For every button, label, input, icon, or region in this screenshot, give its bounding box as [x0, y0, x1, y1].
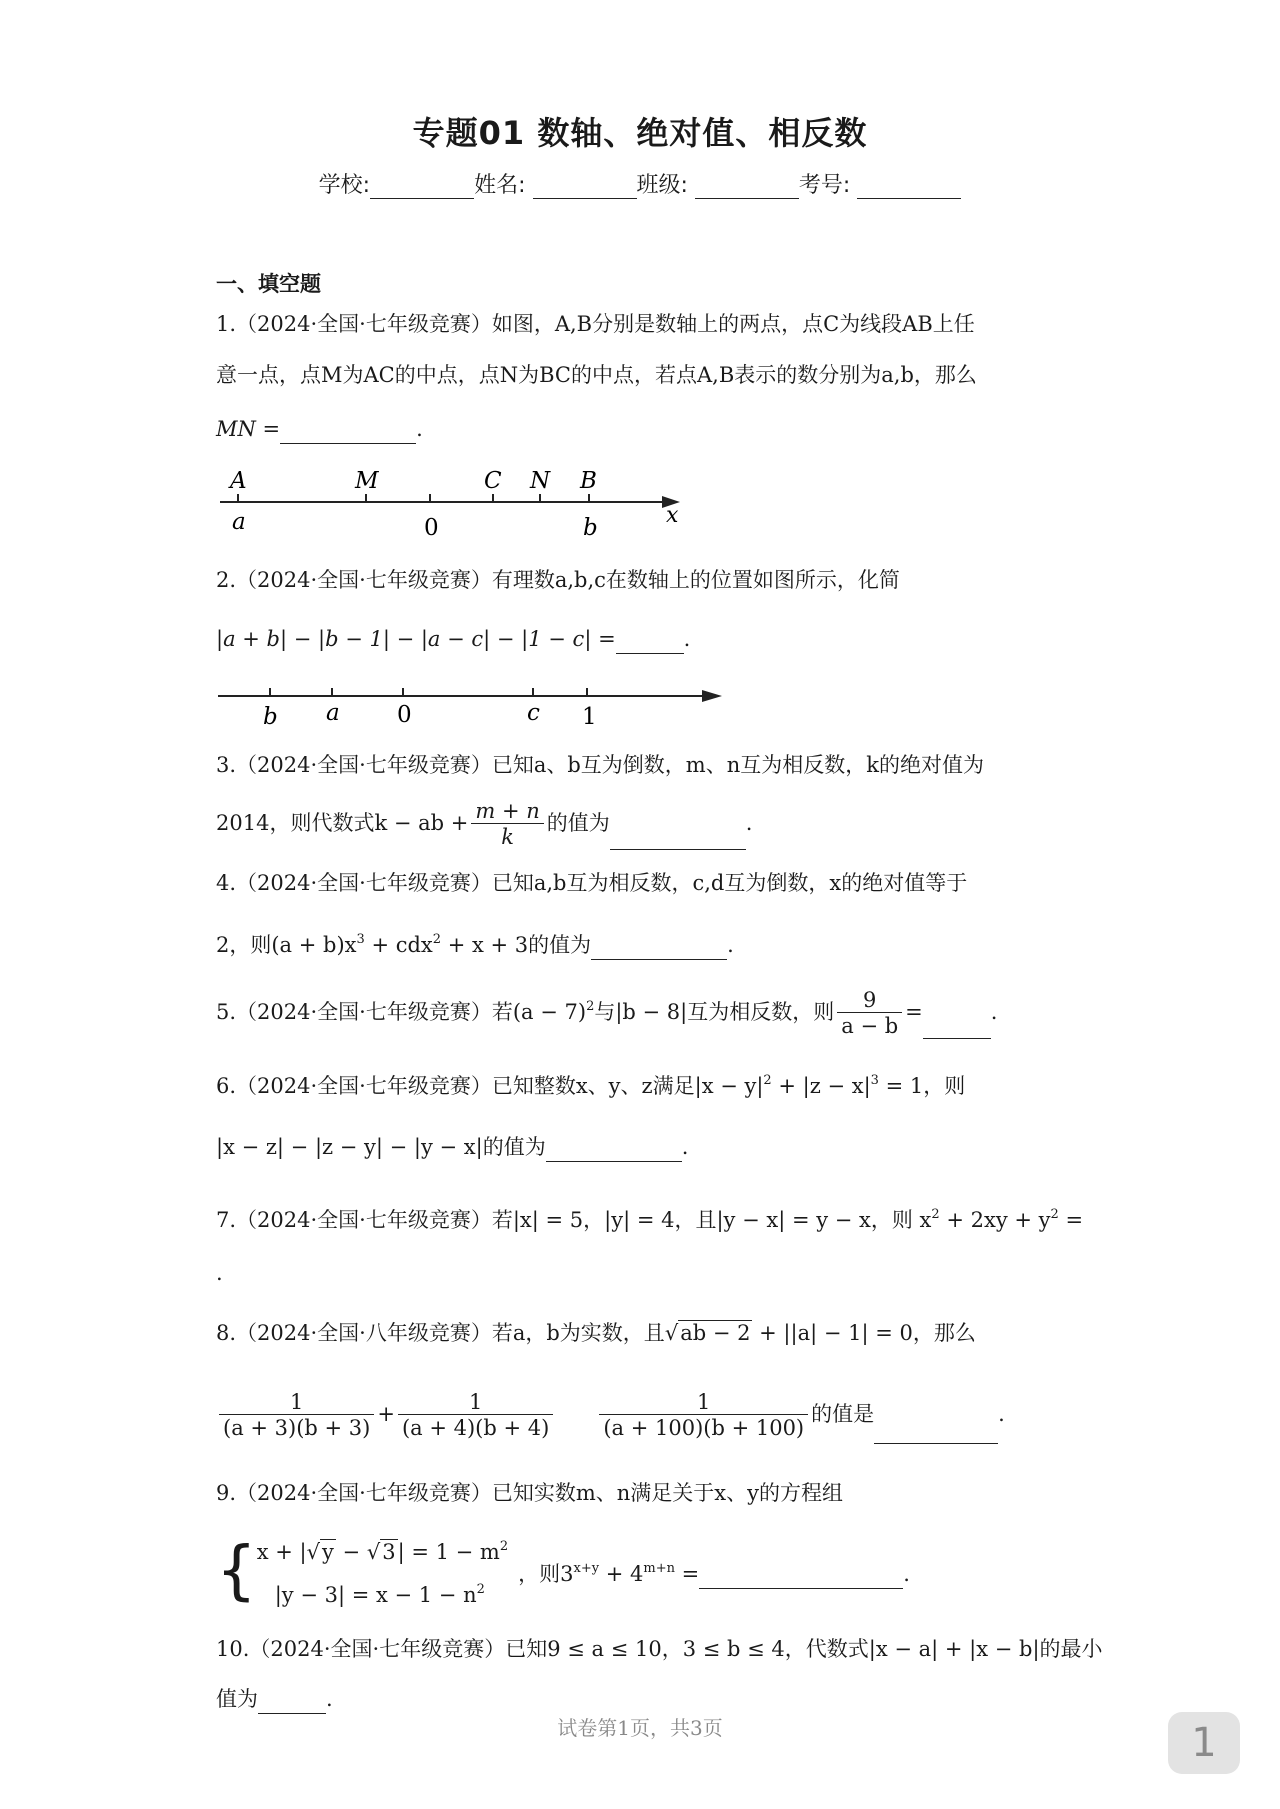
equation-2: $|y - 3| = x - 1 - n^2$ [274, 1582, 485, 1607]
fraction-term-4: $\frac{1}{(a + 4)(b + 4)}$ [398, 1390, 553, 1441]
label-b: b [263, 704, 278, 730]
name-label: 姓名: [474, 173, 526, 198]
question-7-line-1: 7.（2024·全国·七年级竞赛）若|x| = 5，|y| = 4，且|y − x| = y − x，则 $x^2 + 2xy + y^2$ = [216, 1207, 1084, 1232]
question-1-line-3: MN = . [216, 414, 423, 444]
question-5-line-1: 5.（2024·全国·七年级竞赛）若$(a - 7)^2$与|b − 8|互为相反数，则 $\frac{9}{a - b}$ = . [216, 988, 998, 1038]
label-c: c [527, 700, 540, 726]
question-4-line-2: 2，则$(a + b)x^3 + cdx^2 + x + 3$的值为 . [216, 925, 734, 960]
question-10-line-2: 值为 . [216, 1684, 333, 1714]
school-blank[interactable] [370, 174, 474, 199]
fraction-term-100: $\frac{1}{(a + 100)(b + 100)}$ [599, 1390, 808, 1441]
page-number-badge[interactable]: 1 [1168, 1712, 1240, 1774]
answer-blank-3[interactable] [610, 825, 746, 850]
answer-blank-9[interactable] [699, 1564, 903, 1589]
label-zero: 0 [424, 515, 439, 541]
question-2-line-2: |a + b| − |b − 1| − |a − c| − |1 − c| = . [216, 624, 690, 654]
label-x: x [666, 503, 679, 528]
label-C: C [484, 468, 502, 494]
answer-blank-5[interactable] [923, 1014, 991, 1039]
question-3-line-2: 2014，则代数式k − ab + $\frac{m + n}{k}$ 的值为 . [216, 799, 753, 849]
question-1-line-1: 1.（2024·全国·七年级竞赛）如图，A,B分别是数轴上的两点，点C为线段AB上任 [216, 312, 975, 336]
label-N: N [530, 468, 551, 494]
question-6-line-1: 6.（2024·全国·七年级竞赛）已知整数x、y、z满足$|x - y|^2 + |z - x|^3 = 1$，则 [216, 1073, 966, 1098]
label-B: B [580, 468, 597, 494]
axis-arrow [702, 690, 722, 702]
question-6-line-2: |x − z| − |z − y| − |y − x|的值为 . [216, 1132, 688, 1162]
answer-blank-10[interactable] [258, 1689, 326, 1714]
question-9-system: { $x + |√y - √3| = 1 - m^2$ $|y - 3| = x - 1 - n^2$ ，则$3^{x+y} + 4^{m+n}$ = . [216, 1528, 910, 1614]
answer-blank-1[interactable] [280, 419, 416, 444]
equation-system [257, 1528, 508, 1614]
name-blank[interactable] [533, 174, 637, 199]
fraction-term-3: $\frac{1}{(a + 3)(b + 3)}$ [219, 1390, 374, 1441]
label-M: M [355, 468, 379, 494]
class-blank[interactable] [695, 174, 799, 199]
page-footer: 试卷第1页，共3页 [557, 1716, 723, 1740]
student-info-line [0, 168, 1280, 199]
question-3-line-1: 3.（2024·全国·七年级竞赛）已知a、b互为倒数，m、n互为相反数，k的绝对值为 [216, 753, 984, 777]
question-8-line-2: $\frac{1}{(a + 3)(b + 3)}$ + $\frac{1}{(a + 4)(b + 4)}$ $\frac{1}{(a + 100)(b + 100)}$ 的值是 . [216, 1384, 1005, 1444]
number-blank[interactable] [857, 174, 961, 199]
school-label: 学校: [318, 173, 371, 198]
label-a: a [326, 700, 340, 726]
question-8-line-1: 8.（2024·全国·八年级竞赛）若a，b为实数，且√ab − 2 + ||a| − 1| = 0，那么 [216, 1321, 976, 1345]
answer-blank-6[interactable] [546, 1137, 682, 1162]
question-7-line-2: . [216, 1261, 223, 1285]
question-2-line-1: 2.（2024·全国·七年级竞赛）有理数a,b,c在数轴上的位置如图所示，化简 [216, 568, 900, 592]
question-9-line-1: 9.（2024·全国·七年级竞赛）已知实数m、n满足关于x、y的方程组 [216, 1481, 843, 1505]
label-one: 1 [582, 704, 597, 730]
label-A: A [230, 468, 247, 494]
number-line-figure-1 [210, 458, 690, 544]
class-label: 班级: [636, 173, 688, 198]
label-b: b [583, 515, 598, 541]
number-line-figure-2 [210, 676, 730, 734]
question-4-line-1: 4.（2024·全国·七年级竞赛）已知a,b互为相反数，c,d互为倒数，x的绝对值等于 [216, 871, 968, 895]
fraction-m-plus-n-over-k: $\frac{m + n}{k}$ [471, 799, 543, 850]
question-1-line-2: 意一点，点M为AC的中点，点N为BC的中点，若点A,B表示的数分别为a,b，那么 [216, 363, 977, 387]
question-10-line-1: 10.（2024·全国·七年级竞赛）已知9 ≤ a ≤ 10，3 ≤ b ≤ 4，代数式|x − a| + |x − b|的最小 [216, 1637, 1103, 1661]
answer-blank-2[interactable] [616, 629, 684, 654]
fraction-9-over-a-minus-b: $\frac{9}{a - b}$ [837, 988, 902, 1039]
system-brace: { [216, 1534, 257, 1608]
equation-1: $x + |√y - √3| = 1 - m^2$ [256, 1539, 509, 1564]
page-title: 专题01 数轴、绝对值、相反数 [412, 114, 868, 152]
label-a: a [232, 509, 246, 535]
answer-blank-8[interactable] [874, 1419, 998, 1444]
number-label: 考号: [798, 173, 851, 198]
answer-blank-4[interactable] [591, 935, 727, 960]
label-zero: 0 [397, 702, 412, 728]
section-heading: 一、填空题 [216, 272, 321, 296]
